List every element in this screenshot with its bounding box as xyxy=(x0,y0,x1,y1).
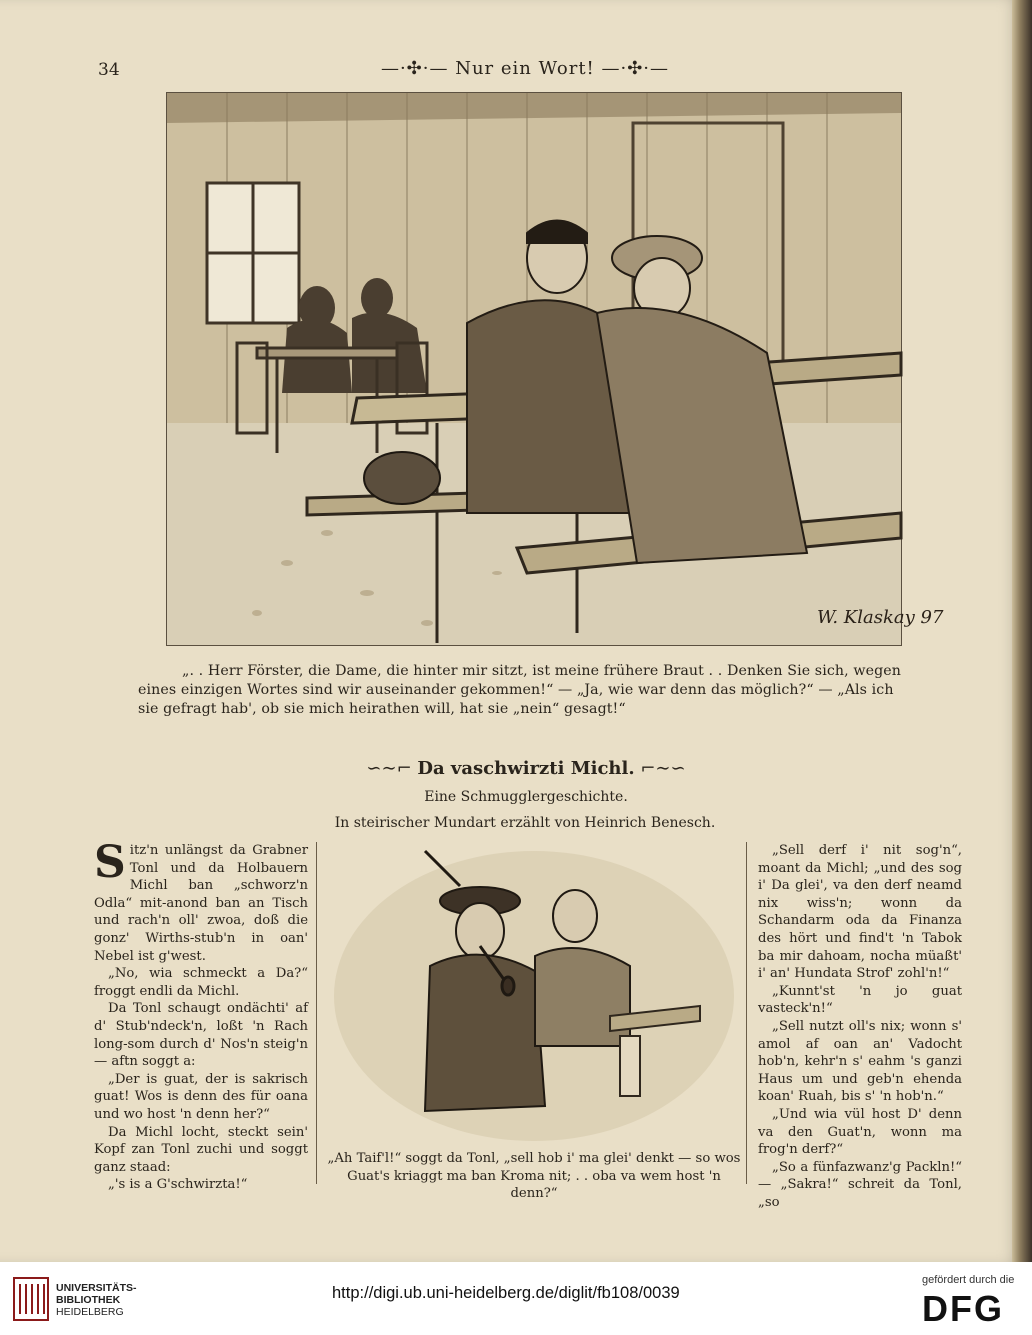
tavern-scene-drawing xyxy=(167,93,944,645)
dfg-logo[interactable]: DFG xyxy=(922,1288,1004,1329)
story-subtitle: Eine Schmugglergeschichte. xyxy=(424,789,628,805)
paragraph: „Kunnt'st 'n jo guat vasteck'n!“ xyxy=(758,983,962,1017)
paragraph: itz'n unlängst da Grabner Tonl und da Holbauern Michl ban „schworz'n Odla“ mit-anond ban an Tisch und rach'n oll' zwoa, doß die gonz' Wirths-stub'n in oan' Nebel ist g'west. xyxy=(94,843,308,964)
library-name-line-3: HEIDELBERG xyxy=(56,1306,124,1318)
caption-line-1: „. . Herr Förster, die Dame, die hinter mir sitzt, ist meine frühere Braut . . Denken Sie sich, wegen xyxy=(182,663,901,679)
paragraph: „Sell derf i' nit sog'n“, moant da Michl; „und des sog i' Da glei', va den derf neamd nix wiss'n; wonn da Schandarm oda da Finanza des hört und find't 'n Tabok ba mir dahoam, nocha müaßt' i' an' Hundata Strof' zohl'n!“ xyxy=(758,843,962,982)
funding-note: gefördert durch die xyxy=(922,1274,1015,1286)
paragraph: „Sell nutzt oll's nix; wonn s' amol af oan an' Vadocht hob'n, kehr'n s' eahm 's ganzi Haus um und geb'n ehenda koan' Ruah, bis s' 'n hob'n.“ xyxy=(758,1018,962,1105)
book-edge xyxy=(1012,0,1032,1262)
column-rule-left xyxy=(316,842,317,1184)
right-column xyxy=(758,842,962,1211)
middle-caption-line-1: „Ah Taif'l!“ soggt da Tonl, „sell hob i' ma glei' denkt — so wos xyxy=(327,1151,741,1166)
ornament-left: ∽∼⌐ xyxy=(366,758,418,779)
library-logo-icon[interactable] xyxy=(12,1276,50,1322)
page-number: 34 xyxy=(98,60,120,80)
top-illustration xyxy=(166,92,944,646)
paragraph: Da Tonl schaugt ondächti' af d' Stub'ndeck'n, loßt 'n Rach long-som durch d' Nos'n steig'n — aftn soggt a: xyxy=(94,1001,308,1070)
drop-cap: S xyxy=(94,837,126,888)
ornament-right: ⌐∼∽ xyxy=(634,758,686,779)
paragraph: „'s is a G'schwirzta!“ xyxy=(108,1177,248,1193)
illustration-caption xyxy=(138,662,918,719)
running-title: —·✣·— Nur ein Wort! —·✣·— xyxy=(380,58,670,79)
left-column xyxy=(94,837,308,1194)
library-name-line-2: BIBLIOTHEK xyxy=(56,1294,121,1306)
permalink-url[interactable]: http://digi.ub.uni-heidelberg.de/diglit/fb108/0039 xyxy=(332,1284,680,1302)
caption-line-3: sie gefragt hab', ob sie mich heirathen will, hat sie „nein“ gesagt!“ xyxy=(138,701,626,717)
story-title-row xyxy=(356,758,696,779)
caption-line-2: eines einzigen Wortes sind wir auseinander gekommen!“ — „Ja, wie war denn das möglich?“ — „Als ich xyxy=(138,682,894,698)
smugglers-illustration xyxy=(330,846,738,1144)
paragraph: „Und wia vül host D' denn va den Guat'n, wonn ma frog'n derf?“ xyxy=(758,1106,962,1158)
paragraph: „So a fünfazwanz'g Packln!“ — „Sakra!“ schreit da Tonl, „so xyxy=(758,1159,962,1210)
library-name-line-1: UNIVERSITÄTS- xyxy=(56,1282,137,1294)
middle-caption xyxy=(324,1150,744,1203)
paragraph: Da Michl locht, steckt sein' Kopf zan Tonl zuchi und soggt ganz staad: xyxy=(94,1124,308,1175)
story-title: Da vaschwirzti Michl. xyxy=(417,758,635,779)
paragraph: „No, wia schmeckt a Da?“ froggt endli da Michl. xyxy=(94,966,308,999)
library-name[interactable] xyxy=(56,1282,137,1318)
middle-caption-line-2: Guat's kriaggt ma ban Kroma nit; . . oba va wem host 'n denn?“ xyxy=(347,1168,721,1202)
artist-signature: W. Klaskay 97 xyxy=(817,607,944,628)
column-rule-right xyxy=(746,842,747,1184)
viewer-footer xyxy=(0,1262,1032,1335)
hat-on-bench xyxy=(364,452,440,504)
paragraph: „Der is guat, der is sakrisch guat! Wos is denn des für oana und wo host 'n denn her?“ xyxy=(94,1071,308,1122)
smugglers-drawing xyxy=(330,846,738,1144)
story-byline: In steirischer Mundart erzählt von Heinrich Benesch. xyxy=(334,815,716,831)
